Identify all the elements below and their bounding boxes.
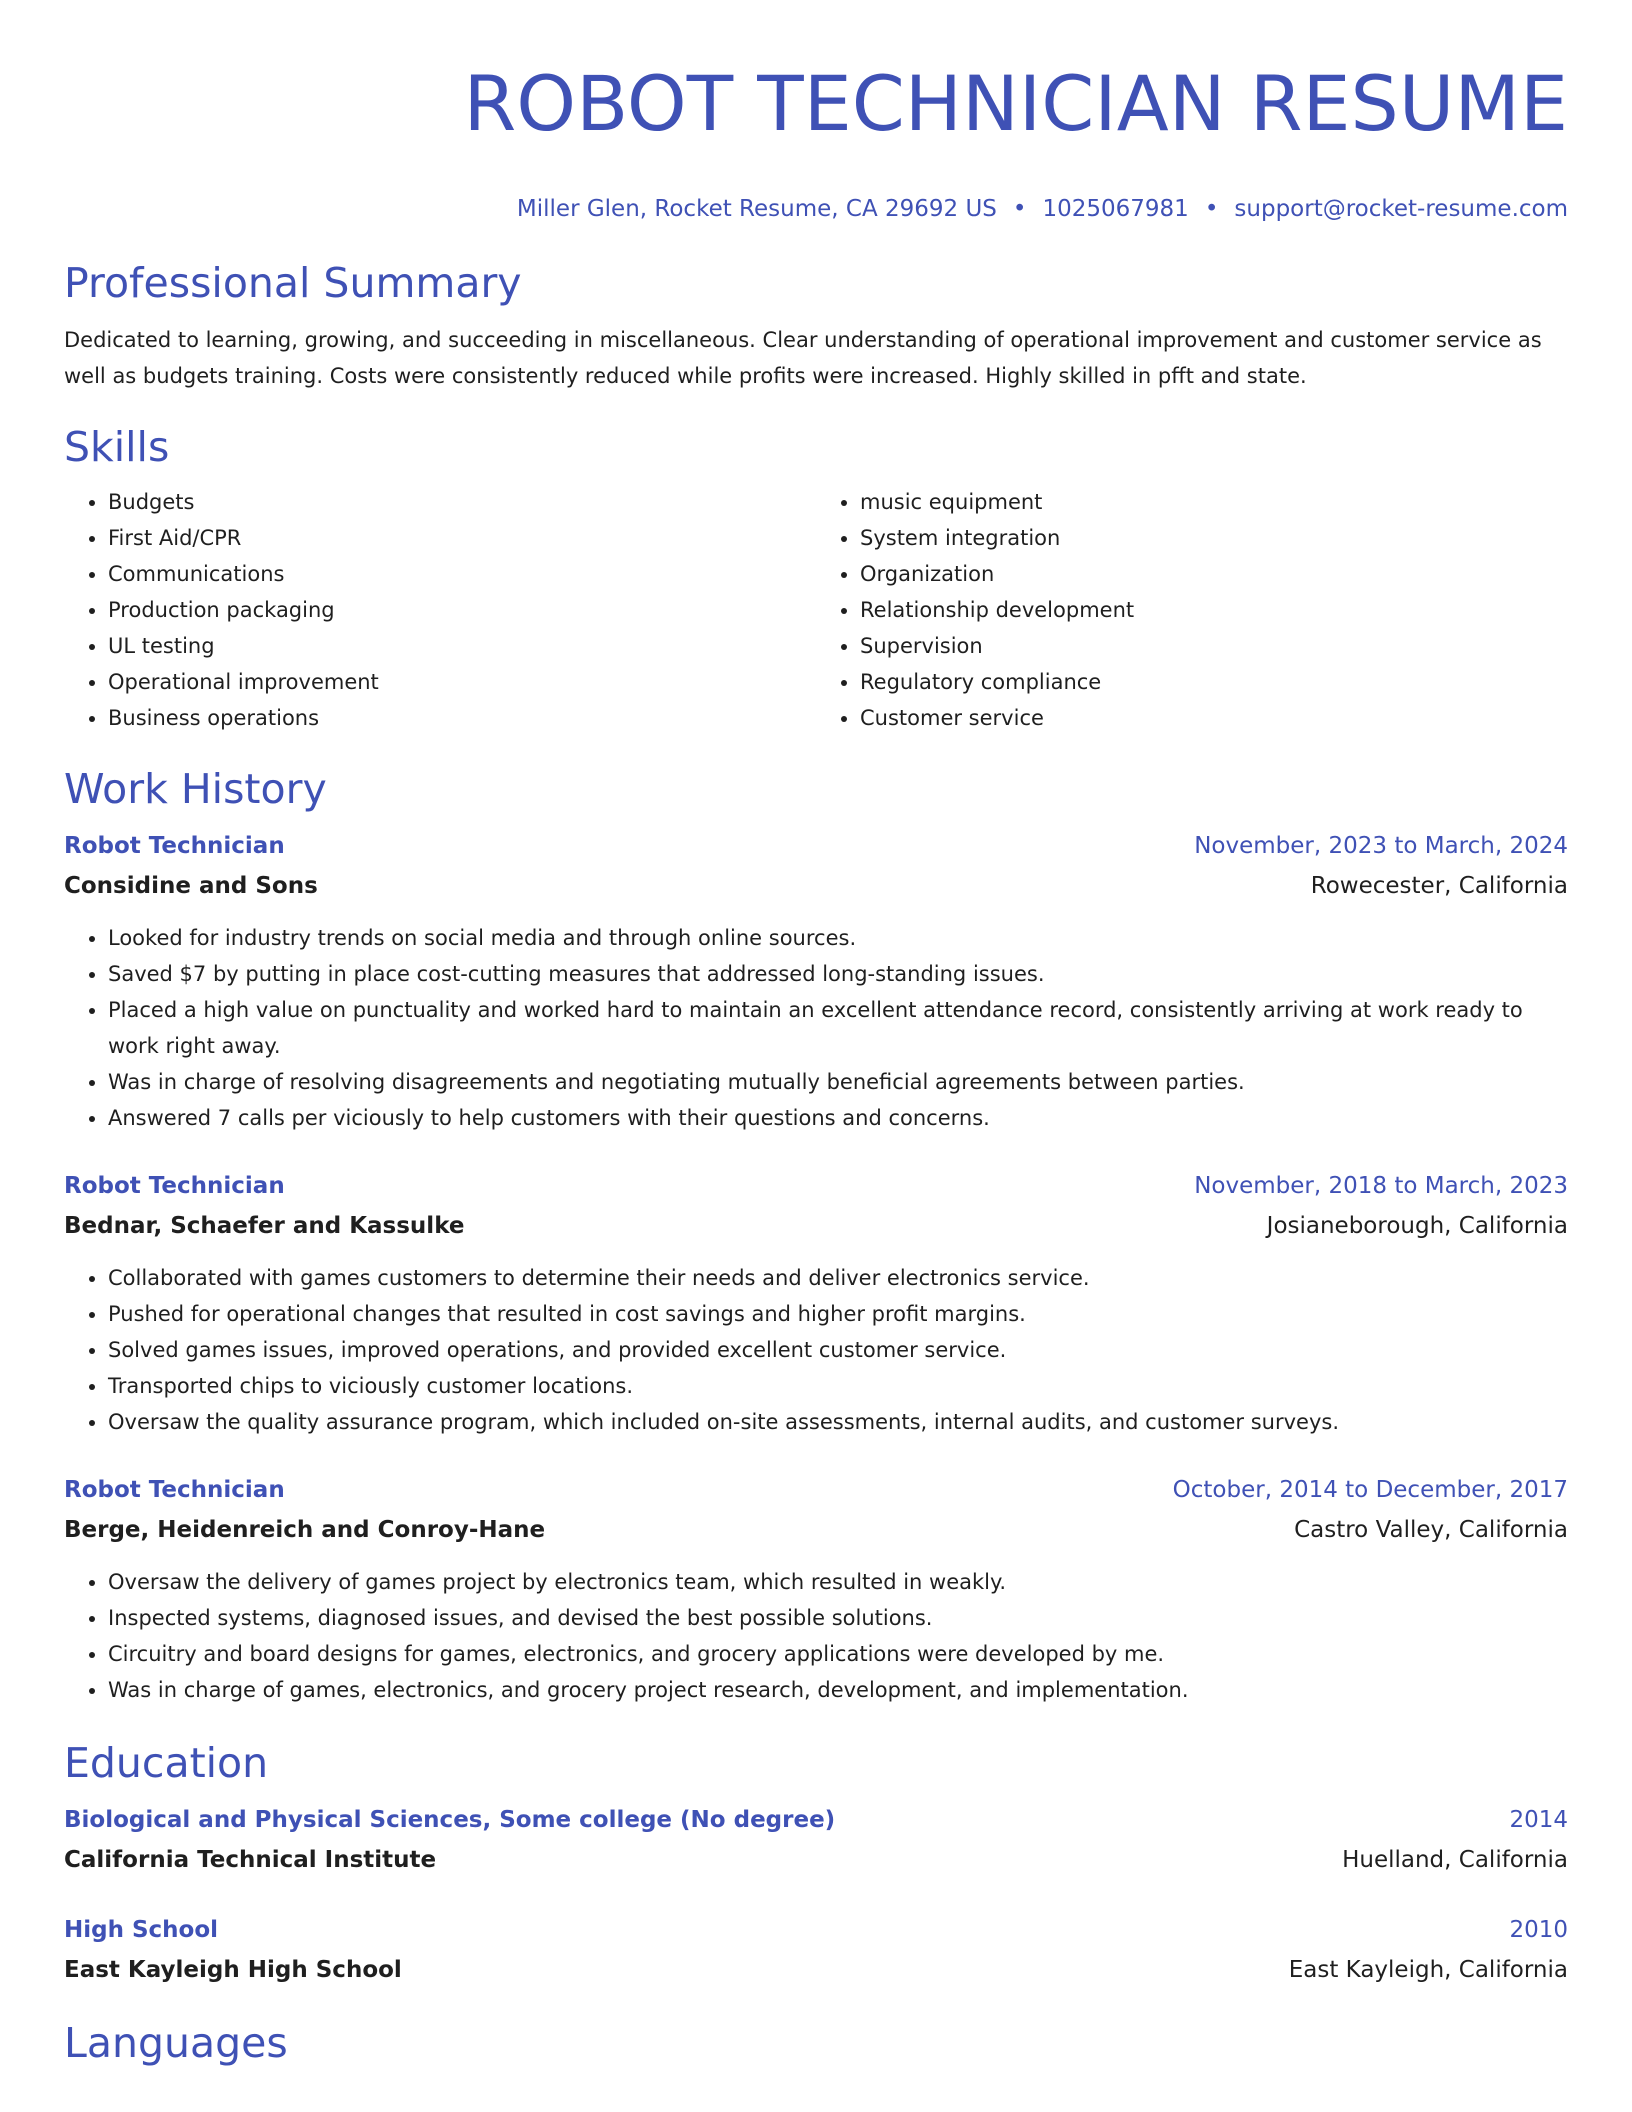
summary-section (64, 258, 1568, 394)
education-year: 2014 (1509, 1807, 1568, 1833)
work-heading: Work History (64, 765, 327, 813)
contact-address: Miller Glen, Rocket Resume, CA 29692 US (516, 196, 997, 222)
skill-item: • System integration (860, 520, 1568, 556)
job-entry (64, 826, 1568, 1136)
skill-item: • UL testing (108, 628, 816, 664)
skill-item: • Relationship development (860, 592, 1568, 628)
job-title: Robot Technician (64, 1477, 285, 1503)
education-degree: Biological and Physical Sciences, Some college (No degree) (64, 1807, 836, 1833)
job-bullet: • Transported chips to viciously customer locations. (108, 1368, 1568, 1404)
skill-item: • Supervision (860, 628, 1568, 664)
job-bullet: • Oversaw the delivery of games project by electronics team, which resulted in weakly. (108, 1564, 1568, 1600)
education-degree: High School (64, 1917, 219, 1943)
job-bullet: • Oversaw the quality assurance program, which included on-site assessments, internal audits, and customer surveys. (108, 1404, 1568, 1440)
skill-item: • Production packaging (108, 592, 816, 628)
languages-section (64, 2018, 1568, 2068)
education-header (64, 1910, 1568, 1950)
job-bullet: • Looked for industry trends on social media and through online sources. (108, 920, 1568, 956)
job-bullet: • Inspected systems, diagnosed issues, and devised the best possible solutions. (108, 1600, 1568, 1636)
languages-heading: Languages (64, 2019, 288, 2067)
contact-email[interactable]: support@rocket-resume.com (1234, 196, 1568, 222)
education-subheader (64, 1840, 1568, 1880)
job-company: Berge, Heidenreich and Conroy-Hane (64, 1517, 546, 1543)
job-subheader (64, 1510, 1568, 1550)
contact-line (64, 194, 1568, 224)
resume-title: ROBOT TECHNICIAN RESUME (463, 59, 1568, 148)
skill-item: • Business operations (108, 700, 816, 736)
job-company: Bednar, Schaefer and Kassulke (64, 1213, 465, 1239)
education-subheader (64, 1950, 1568, 1990)
job-header (64, 1470, 1568, 1510)
job-bullet: • Saved $7 by putting in place cost-cutting measures that addressed long-standing issues. (108, 956, 1568, 992)
job-bullet: • Was in charge of games, electronics, and grocery project research, development, and implementation. (108, 1672, 1568, 1708)
skill-item: • Operational improvement (108, 664, 816, 700)
education-year: 2010 (1509, 1917, 1568, 1943)
contact-separator: • (1204, 196, 1219, 222)
job-bullet: • Solved games issues, improved operations, and provided excellent customer service. (108, 1332, 1568, 1368)
job-dates: October, 2014 to December, 2017 (1172, 1477, 1568, 1503)
job-company: Considine and Sons (64, 873, 318, 899)
skill-item: • Regulatory compliance (860, 664, 1568, 700)
job-bullet: • Answered 7 calls per viciously to help customers with their questions and concerns. (108, 1100, 1568, 1136)
skills-heading: Skills (64, 423, 170, 471)
skill-item: • music equipment (860, 484, 1568, 520)
skills-section (64, 422, 1568, 736)
education-school: East Kayleigh High School (64, 1957, 402, 1983)
job-location: Rowecester, California (1310, 873, 1568, 899)
job-location: Castro Valley, California (1294, 1517, 1568, 1543)
job-bullet: • Was in charge of resolving disagreements and negotiating mutually beneficial agreements between parties. (108, 1064, 1568, 1100)
skill-item: • Budgets (108, 484, 816, 520)
skills-list-right (816, 484, 1568, 736)
skill-item: • First Aid/CPR (108, 520, 816, 556)
job-header (64, 1166, 1568, 1206)
skill-item: • Customer service (860, 700, 1568, 736)
education-location: East Kayleigh, California (1288, 1957, 1568, 1983)
skill-item: • Communications (108, 556, 816, 592)
education-entry (64, 1800, 1568, 1880)
education-heading: Education (64, 1739, 269, 1787)
job-dates: November, 2023 to March, 2024 (1194, 833, 1568, 859)
job-bullets (64, 1564, 1568, 1708)
job-bullet: • Collaborated with games customers to determine their needs and deliver electronics service. (108, 1260, 1568, 1296)
education-school: California Technical Institute (64, 1847, 437, 1873)
job-bullet: • Circuitry and board designs for games, electronics, and grocery applications were developed by me. (108, 1636, 1568, 1672)
skill-item: • Organization (860, 556, 1568, 592)
education-entry (64, 1910, 1568, 1990)
job-bullets (64, 920, 1568, 1136)
job-bullet: • Pushed for operational changes that resulted in cost savings and higher profit margins. (108, 1296, 1568, 1332)
summary-heading: Professional Summary (64, 259, 522, 307)
job-bullet: • Placed a high value on punctuality and worked hard to maintain an excellent attendance record, consistently arriving at work ready to work right away. (108, 992, 1568, 1064)
job-subheader (64, 866, 1568, 906)
contact-phone: 1025067981 (1042, 196, 1189, 222)
work-section (64, 764, 1568, 1708)
job-bullets (64, 1260, 1568, 1440)
education-location: Huelland, California (1342, 1847, 1568, 1873)
job-subheader (64, 1206, 1568, 1246)
skills-columns (64, 484, 1568, 736)
job-dates: November, 2018 to March, 2023 (1194, 1173, 1568, 1199)
job-entry (64, 1470, 1568, 1708)
contact-separator: • (1012, 196, 1027, 222)
job-location: Josianeborough, California (1266, 1213, 1568, 1239)
job-entry (64, 1166, 1568, 1440)
summary-text: Dedicated to learning, growing, and succeeding in miscellaneous. Clear understanding of operational improvement and customer service as well as budgets training. Costs were consistently reduced while profits were increased. Highly skilled in pfft and state. (64, 328, 1542, 388)
skills-list-left (64, 484, 816, 736)
education-header (64, 1800, 1568, 1840)
job-title: Robot Technician (64, 1173, 285, 1199)
education-section (64, 1738, 1568, 1990)
job-title: Robot Technician (64, 833, 285, 859)
job-header (64, 826, 1568, 866)
